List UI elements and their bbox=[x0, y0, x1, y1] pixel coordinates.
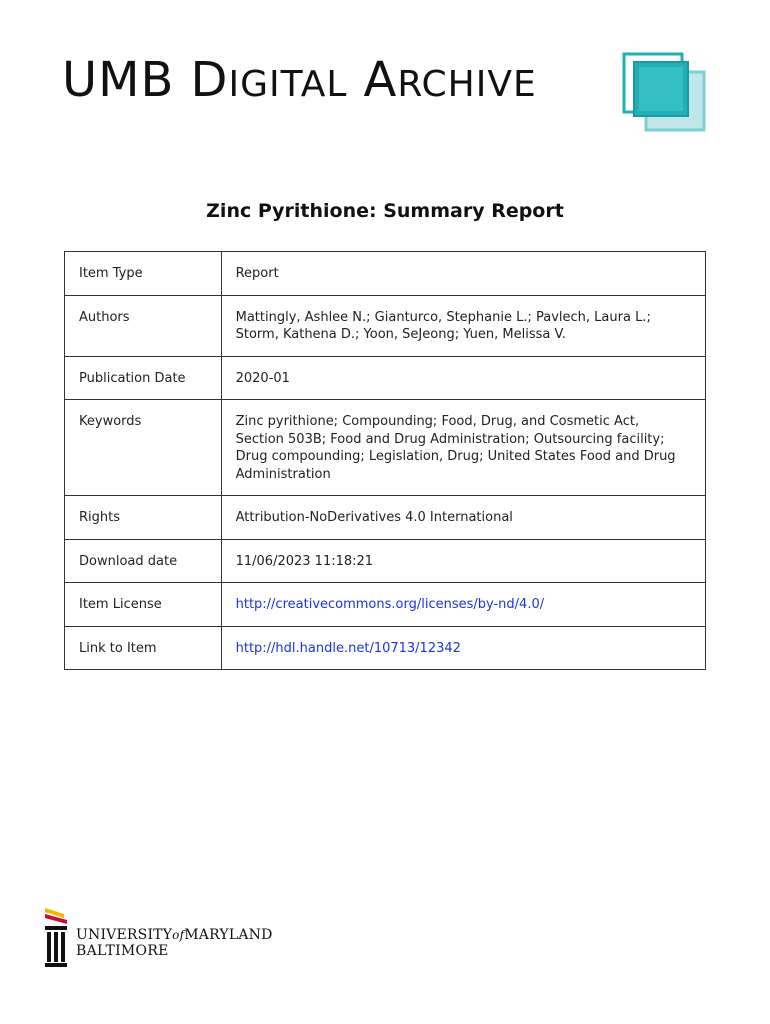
item-type-label: Item Type bbox=[65, 252, 222, 296]
keywords-label: Keywords bbox=[65, 400, 222, 496]
table-row bbox=[65, 583, 706, 627]
table-row bbox=[65, 400, 706, 496]
umb-wordmark bbox=[76, 928, 273, 958]
authors-label: Authors bbox=[65, 295, 222, 356]
umb-maryland-text: MARYLAND bbox=[184, 927, 273, 943]
archive-title-word2-rest: IGITAL bbox=[228, 64, 348, 105]
document-title: Zinc Pyrithione: Summary Report bbox=[206, 200, 564, 222]
item-license-label: Item License bbox=[65, 583, 222, 627]
rights-value: Attribution-NoDerivatives 4.0 International bbox=[221, 496, 705, 540]
download-date-label: Download date bbox=[65, 539, 222, 583]
link-to-item-link[interactable]: http://hdl.handle.net/10713/12342 bbox=[235, 640, 461, 656]
metadata-table bbox=[64, 251, 706, 670]
umb-university-text: UNIVERSITY bbox=[76, 927, 173, 943]
item-type-value: Report bbox=[221, 252, 705, 296]
item-license-link[interactable]: http://creativecommons.org/licenses/by-nd/4.0/ bbox=[235, 597, 545, 612]
archive-title-initial-a: A bbox=[363, 52, 398, 108]
table-row bbox=[65, 539, 706, 583]
link-to-item-label: Link to Item bbox=[65, 626, 222, 670]
publication-date-label: Publication Date bbox=[65, 356, 222, 400]
umb-logo bbox=[42, 906, 292, 970]
keywords-value: Zinc pyrithione; Compounding; Food, Drug, and Cosmetic Act, Section 503B; Food and Drug Administration; Outsourcing facility; Drug compounding; Legislation, Drug; United States Food and Drug Administration bbox=[221, 400, 705, 496]
umb-baltimore-text: BALTIMORE bbox=[76, 943, 169, 959]
table-row bbox=[65, 626, 706, 670]
authors-value: Mattingly, Ashlee N.; Gianturco, Stephanie L.; Pavlech, Laura L.; Storm, Kathena D.; Yoon, SeJeong; Yuen, Melissa V. bbox=[221, 295, 705, 356]
umb-column-icon bbox=[42, 906, 72, 968]
publication-date-value: 2020-01 bbox=[221, 356, 705, 400]
table-row bbox=[65, 295, 706, 356]
table-row bbox=[65, 356, 706, 400]
umb-of-text: of bbox=[172, 928, 185, 942]
download-date-value: 11/06/2023 11:18:21 bbox=[221, 539, 705, 583]
table-row bbox=[65, 496, 706, 540]
rights-label: Rights bbox=[65, 496, 222, 540]
stacked-squares-icon bbox=[622, 52, 708, 132]
archive-title-word3-rest: RCHIVE bbox=[397, 64, 537, 105]
archive-title-initial-d: D bbox=[190, 52, 229, 108]
archive-title bbox=[62, 52, 537, 108]
table-row bbox=[65, 252, 706, 296]
archive-title-word1: UMB bbox=[62, 52, 175, 108]
